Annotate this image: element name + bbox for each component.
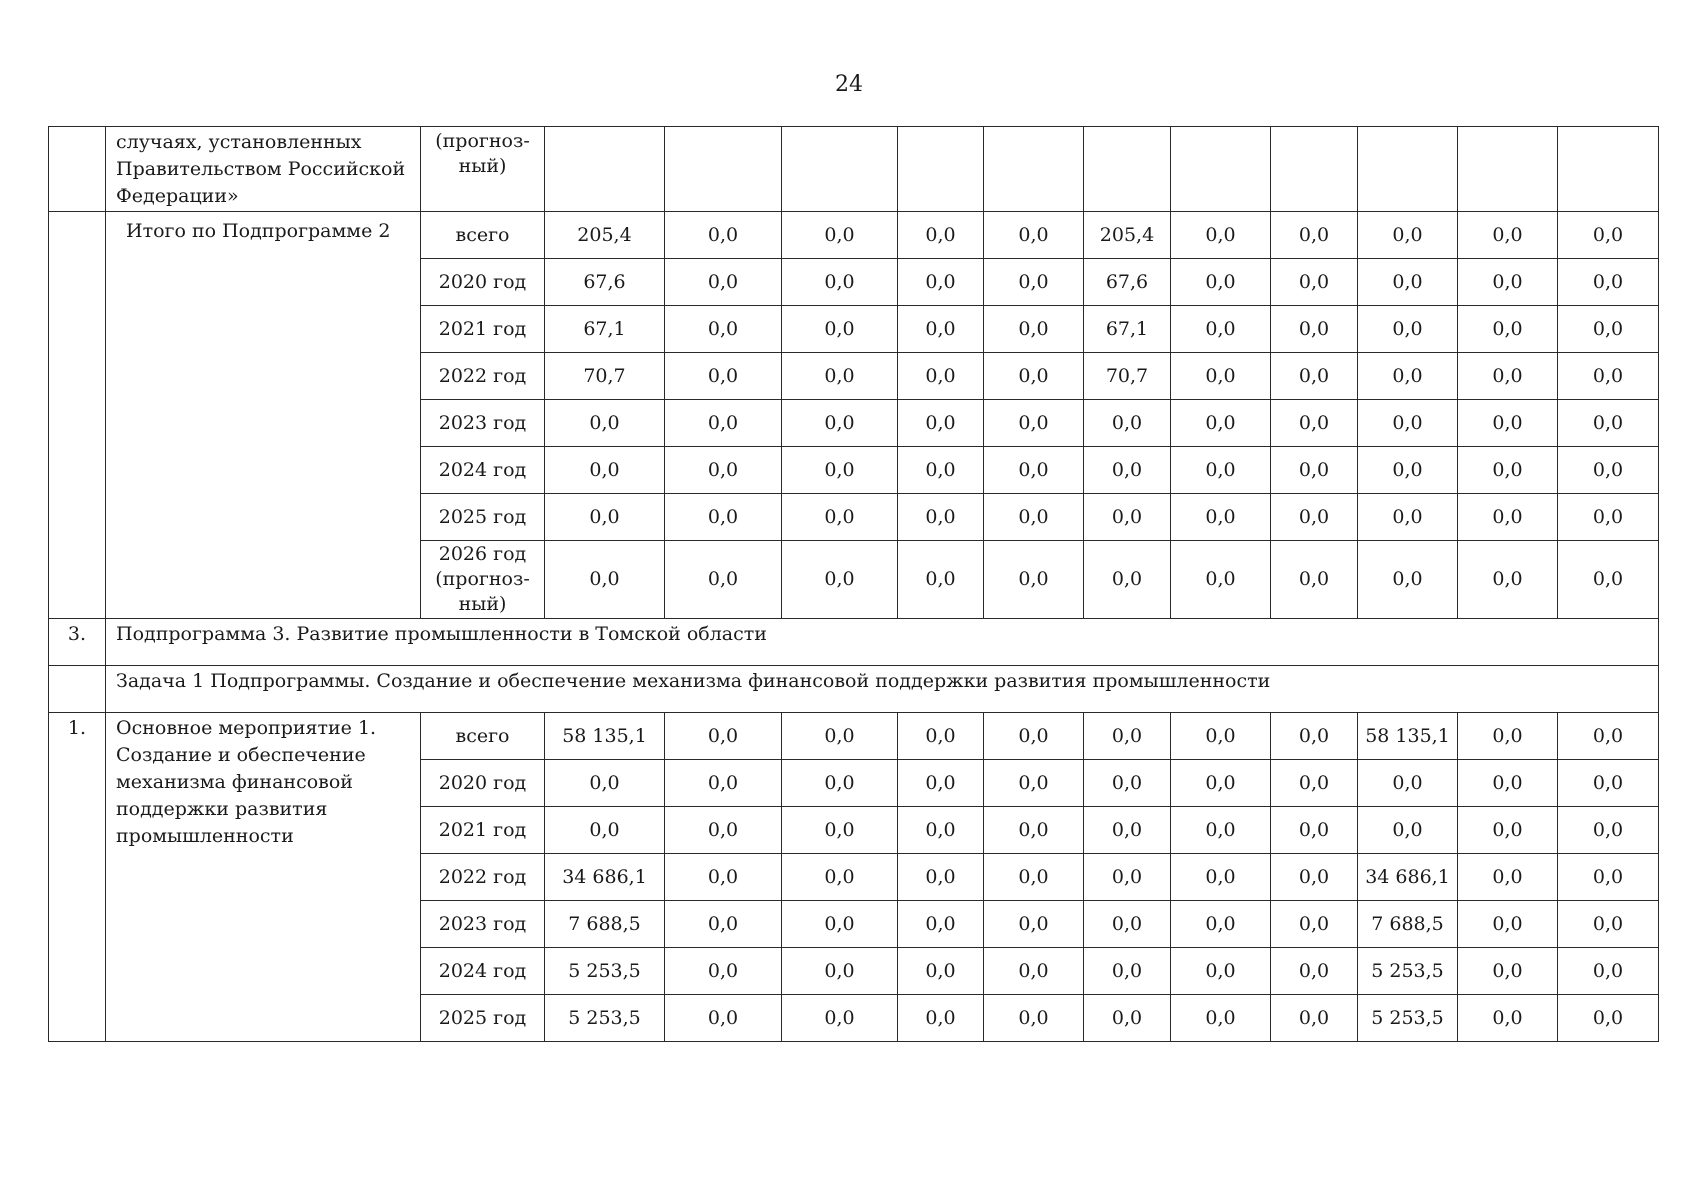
- value-cell: 0,0: [1271, 212, 1358, 259]
- period-cell: (прогноз-ный): [421, 127, 545, 212]
- value-cell: 5 253,5: [545, 948, 665, 995]
- value-cell: [898, 127, 984, 212]
- value-cell: 0,0: [782, 760, 898, 807]
- value-cell: 0,0: [1558, 995, 1659, 1042]
- value-cell: 0,0: [1271, 948, 1358, 995]
- value-cell: 0,0: [665, 948, 782, 995]
- value-cell: 0,0: [1171, 541, 1271, 619]
- value-cell: [665, 127, 782, 212]
- value-cell: 0,0: [665, 854, 782, 901]
- value-cell: 0,0: [1084, 807, 1171, 854]
- value-cell: 0,0: [1084, 541, 1171, 619]
- activity-name-cell: случаях, установленных Правительством Российской Федерации»: [106, 127, 421, 212]
- budget-table: [48, 126, 1659, 1042]
- value-cell: 0,0: [1558, 259, 1659, 306]
- value-cell: 0,0: [1271, 494, 1358, 541]
- period-cell: 2020 год: [421, 259, 545, 306]
- activity-name-cell: Основное мероприятие 1. Создание и обеспечение механизма финансовой поддержки развития промышленности: [106, 713, 421, 1042]
- value-cell: 0,0: [1171, 948, 1271, 995]
- value-cell: [1458, 127, 1558, 212]
- itogo-row: [49, 212, 1659, 259]
- value-cell: 0,0: [665, 995, 782, 1042]
- value-cell: 0,0: [1171, 353, 1271, 400]
- value-cell: 0,0: [782, 353, 898, 400]
- value-cell: 0,0: [1458, 948, 1558, 995]
- value-cell: 0,0: [1358, 353, 1458, 400]
- value-cell: 0,0: [1458, 494, 1558, 541]
- value-cell: 0,0: [1458, 807, 1558, 854]
- value-cell: 0,0: [665, 713, 782, 760]
- period-cell: 2022 год: [421, 353, 545, 400]
- value-cell: 5 253,5: [545, 995, 665, 1042]
- value-cell: 0,0: [1458, 306, 1558, 353]
- value-cell: 0,0: [545, 447, 665, 494]
- value-cell: [1171, 127, 1271, 212]
- value-cell: 0,0: [1358, 447, 1458, 494]
- value-cell: 0,0: [1171, 995, 1271, 1042]
- value-cell: 0,0: [782, 259, 898, 306]
- value-cell: 0,0: [984, 353, 1084, 400]
- period-cell: всего: [421, 713, 545, 760]
- value-cell: 0,0: [1558, 760, 1659, 807]
- value-cell: 0,0: [984, 760, 1084, 807]
- value-cell: 0,0: [665, 259, 782, 306]
- value-cell: 0,0: [545, 760, 665, 807]
- value-cell: 0,0: [782, 713, 898, 760]
- value-cell: 0,0: [1271, 541, 1358, 619]
- period-cell: 2025 год: [421, 494, 545, 541]
- value-cell: 0,0: [1558, 807, 1659, 854]
- value-cell: 0,0: [782, 995, 898, 1042]
- value-cell: 0,0: [1458, 212, 1558, 259]
- value-cell: 0,0: [984, 948, 1084, 995]
- value-cell: 0,0: [1271, 353, 1358, 400]
- value-cell: 0,0: [898, 353, 984, 400]
- period-cell: 2023 год: [421, 901, 545, 948]
- value-cell: 0,0: [1171, 901, 1271, 948]
- value-cell: 5 253,5: [1358, 948, 1458, 995]
- table-row-continuation: [49, 127, 1659, 212]
- value-cell: 0,0: [898, 541, 984, 619]
- value-cell: 0,0: [1084, 901, 1171, 948]
- value-cell: 0,0: [665, 807, 782, 854]
- value-cell: 0,0: [782, 807, 898, 854]
- number-cell: [49, 127, 106, 212]
- value-cell: 0,0: [1458, 901, 1558, 948]
- value-cell: [1558, 127, 1659, 212]
- value-cell: 0,0: [782, 854, 898, 901]
- value-cell: [782, 127, 898, 212]
- value-cell: 0,0: [1458, 854, 1558, 901]
- value-cell: 0,0: [1084, 494, 1171, 541]
- value-cell: 0,0: [782, 948, 898, 995]
- value-cell: 70,7: [1084, 353, 1171, 400]
- value-cell: 0,0: [1458, 447, 1558, 494]
- value-cell: 0,0: [782, 400, 898, 447]
- period-cell: всего: [421, 212, 545, 259]
- value-cell: 34 686,1: [1358, 854, 1458, 901]
- value-cell: 0,0: [1171, 447, 1271, 494]
- value-cell: 0,0: [545, 400, 665, 447]
- period-cell: 2024 год: [421, 447, 545, 494]
- value-cell: 0,0: [782, 494, 898, 541]
- value-cell: 0,0: [984, 713, 1084, 760]
- value-cell: [1271, 127, 1358, 212]
- value-cell: 0,0: [898, 760, 984, 807]
- value-cell: 0,0: [782, 901, 898, 948]
- value-cell: 0,0: [898, 854, 984, 901]
- value-cell: 0,0: [1271, 447, 1358, 494]
- value-cell: 0,0: [782, 306, 898, 353]
- section-title-cell: Подпрограмма 3. Развитие промышленности в Томской области: [106, 619, 1659, 666]
- section-row: [49, 619, 1659, 666]
- value-cell: 0,0: [1171, 212, 1271, 259]
- period-cell: 2020 год: [421, 760, 545, 807]
- period-cell: 2025 год: [421, 995, 545, 1042]
- value-cell: 0,0: [984, 854, 1084, 901]
- value-cell: 0,0: [665, 541, 782, 619]
- value-cell: 0,0: [984, 807, 1084, 854]
- value-cell: 0,0: [1558, 901, 1659, 948]
- task-row: [49, 666, 1659, 713]
- value-cell: 0,0: [1171, 306, 1271, 353]
- value-cell: 67,6: [1084, 259, 1171, 306]
- value-cell: 58 135,1: [545, 713, 665, 760]
- value-cell: 67,1: [545, 306, 665, 353]
- page-number: 24: [835, 72, 863, 97]
- value-cell: 0,0: [984, 901, 1084, 948]
- value-cell: 0,0: [984, 212, 1084, 259]
- value-cell: 0,0: [665, 306, 782, 353]
- value-cell: 0,0: [1171, 854, 1271, 901]
- value-cell: 0,0: [984, 447, 1084, 494]
- value-cell: 0,0: [665, 760, 782, 807]
- value-cell: 0,0: [1558, 713, 1659, 760]
- number-cell: 1.: [49, 713, 106, 1042]
- value-cell: 0,0: [898, 948, 984, 995]
- task-title-cell: Задача 1 Подпрограммы. Создание и обеспечение механизма финансовой поддержки развития промышленности: [106, 666, 1659, 713]
- value-cell: 0,0: [1271, 854, 1358, 901]
- value-cell: 0,0: [984, 995, 1084, 1042]
- value-cell: 0,0: [1558, 400, 1659, 447]
- value-cell: 0,0: [1358, 807, 1458, 854]
- value-cell: 0,0: [545, 541, 665, 619]
- value-cell: 0,0: [1558, 353, 1659, 400]
- value-cell: 0,0: [1271, 807, 1358, 854]
- section-number-cell: 3.: [49, 619, 106, 666]
- period-cell: 2021 год: [421, 807, 545, 854]
- value-cell: 0,0: [1084, 713, 1171, 760]
- value-cell: 0,0: [898, 995, 984, 1042]
- value-cell: 0,0: [898, 713, 984, 760]
- value-cell: 0,0: [1458, 760, 1558, 807]
- value-cell: 0,0: [782, 541, 898, 619]
- number-cell: [49, 212, 106, 619]
- value-cell: 0,0: [1084, 447, 1171, 494]
- value-cell: 0,0: [898, 400, 984, 447]
- value-cell: 0,0: [665, 400, 782, 447]
- value-cell: 205,4: [545, 212, 665, 259]
- value-cell: 0,0: [898, 212, 984, 259]
- value-cell: 0,0: [1171, 807, 1271, 854]
- value-cell: 0,0: [1358, 306, 1458, 353]
- period-cell: 2021 год: [421, 306, 545, 353]
- value-cell: 67,1: [1084, 306, 1171, 353]
- period-cell: 2026 год (прогноз-ный): [421, 541, 545, 619]
- value-cell: 0,0: [665, 901, 782, 948]
- value-cell: [1358, 127, 1458, 212]
- value-cell: 0,0: [1271, 306, 1358, 353]
- value-cell: 0,0: [984, 400, 1084, 447]
- value-cell: 0,0: [1558, 854, 1659, 901]
- value-cell: [1084, 127, 1171, 212]
- value-cell: 0,0: [1271, 400, 1358, 447]
- value-cell: 0,0: [1171, 713, 1271, 760]
- value-cell: 205,4: [1084, 212, 1171, 259]
- value-cell: 0,0: [898, 447, 984, 494]
- value-cell: 67,6: [545, 259, 665, 306]
- value-cell: [984, 127, 1084, 212]
- activity-row: [49, 713, 1659, 760]
- value-cell: 0,0: [1458, 541, 1558, 619]
- value-cell: 0,0: [1271, 760, 1358, 807]
- value-cell: 0,0: [1171, 259, 1271, 306]
- value-cell: 0,0: [665, 447, 782, 494]
- value-cell: 0,0: [1558, 541, 1659, 619]
- value-cell: 0,0: [898, 494, 984, 541]
- value-cell: 0,0: [1558, 306, 1659, 353]
- value-cell: 0,0: [665, 494, 782, 541]
- value-cell: 0,0: [898, 259, 984, 306]
- value-cell: 34 686,1: [545, 854, 665, 901]
- value-cell: 0,0: [1171, 400, 1271, 447]
- value-cell: 0,0: [1358, 212, 1458, 259]
- value-cell: 0,0: [1458, 400, 1558, 447]
- value-cell: 0,0: [1271, 259, 1358, 306]
- value-cell: 0,0: [1171, 494, 1271, 541]
- value-cell: 0,0: [1271, 713, 1358, 760]
- value-cell: 0,0: [1358, 494, 1458, 541]
- value-cell: 0,0: [1171, 760, 1271, 807]
- value-cell: 0,0: [1558, 212, 1659, 259]
- value-cell: 5 253,5: [1358, 995, 1458, 1042]
- value-cell: 0,0: [984, 494, 1084, 541]
- value-cell: 0,0: [1358, 541, 1458, 619]
- value-cell: 0,0: [782, 447, 898, 494]
- value-cell: 58 135,1: [1358, 713, 1458, 760]
- period-cell: 2023 год: [421, 400, 545, 447]
- value-cell: 0,0: [545, 494, 665, 541]
- value-cell: 0,0: [1084, 854, 1171, 901]
- value-cell: 0,0: [782, 212, 898, 259]
- value-cell: 0,0: [1558, 494, 1659, 541]
- value-cell: 0,0: [1271, 901, 1358, 948]
- value-cell: 0,0: [984, 259, 1084, 306]
- value-cell: 0,0: [1084, 995, 1171, 1042]
- value-cell: 0,0: [545, 807, 665, 854]
- value-cell: [545, 127, 665, 212]
- period-cell: 2024 год: [421, 948, 545, 995]
- value-cell: 0,0: [1558, 948, 1659, 995]
- number-cell: [49, 666, 106, 713]
- value-cell: 0,0: [898, 306, 984, 353]
- period-cell: 2022 год: [421, 854, 545, 901]
- value-cell: 0,0: [984, 541, 1084, 619]
- value-cell: 0,0: [1084, 948, 1171, 995]
- value-cell: 0,0: [1084, 400, 1171, 447]
- value-cell: 0,0: [1458, 713, 1558, 760]
- value-cell: 0,0: [1084, 760, 1171, 807]
- value-cell: 0,0: [665, 353, 782, 400]
- value-cell: 0,0: [1358, 400, 1458, 447]
- value-cell: 0,0: [665, 212, 782, 259]
- value-cell: 0,0: [1458, 259, 1558, 306]
- value-cell: 0,0: [1271, 995, 1358, 1042]
- value-cell: 0,0: [898, 807, 984, 854]
- value-cell: 0,0: [984, 306, 1084, 353]
- value-cell: 0,0: [1358, 760, 1458, 807]
- value-cell: 0,0: [1358, 259, 1458, 306]
- value-cell: 0,0: [1458, 995, 1558, 1042]
- value-cell: 0,0: [1558, 447, 1659, 494]
- activity-name-cell: Итого по Подпрограмме 2: [106, 212, 421, 619]
- value-cell: 7 688,5: [545, 901, 665, 948]
- value-cell: 70,7: [545, 353, 665, 400]
- value-cell: 0,0: [898, 901, 984, 948]
- value-cell: 0,0: [1458, 353, 1558, 400]
- value-cell: 7 688,5: [1358, 901, 1458, 948]
